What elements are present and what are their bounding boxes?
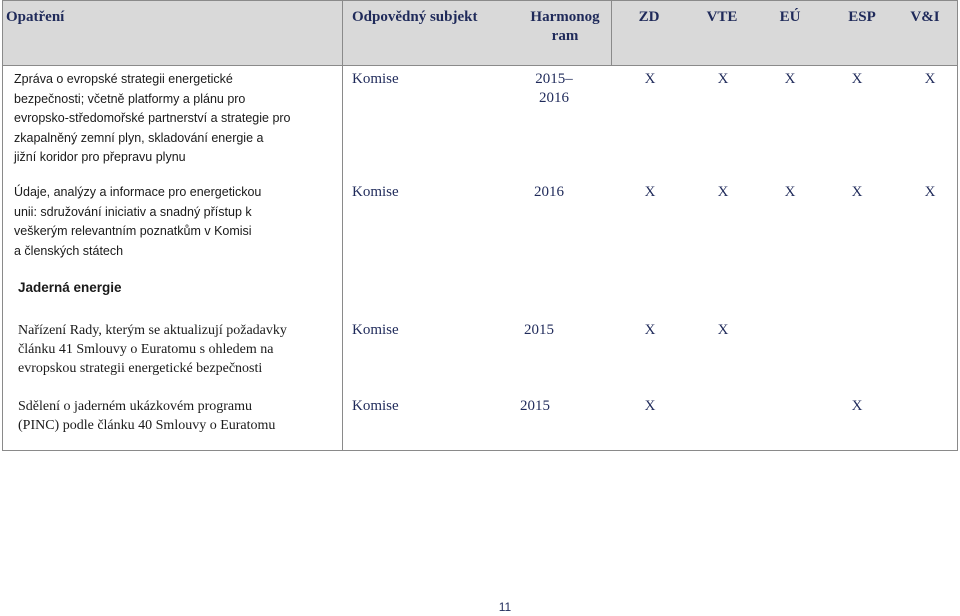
page-number: 11 [498,600,512,614]
row-1-vte-mark: X [717,71,729,87]
section-title-nuclear: Jaderná energie [18,280,122,295]
text-line: (PINC) podle článku 40 Smlouvy o Euratomu [18,418,276,433]
text-line: Údaje, analýzy a informace pro energetickou [14,185,262,199]
text-line: bezpečnosti; včetně platformy a plánu pro [14,91,246,106]
header-esp: ESP [848,9,876,25]
schedule-line: 2016 [539,90,569,106]
row-1-eu-mark: X [784,71,796,87]
row-2-vte-mark: X [717,184,729,200]
text-line: a členských státech [14,243,124,258]
text-line: Nařízení Rady, kterým se aktualizují požadavky [18,323,287,338]
row-2-schedule: 2016 [534,184,564,200]
row-2-eu-mark: X [784,184,796,200]
header-measure: Opatření [6,9,65,25]
header-vte: VTE [706,9,738,25]
row-1-zd-mark: X [644,71,656,87]
header-schedule-line1: Harmonog [530,9,600,25]
header-schedule [520,8,610,46]
row-1-responsible: Komise [352,71,399,87]
nuclear-row-2-responsible: Komise [352,398,399,414]
text-line: evropsko-středomořské partnerství a strategie pro [14,111,291,125]
nuclear-row-1-schedule: 2015 [524,322,554,338]
row-1-esp-mark: X [851,71,863,87]
nuclear-row-1-description [18,321,338,378]
text-line: článku 41 Smlouvy o Euratomu s ohledem na [18,342,274,357]
nuclear-row-1-zd-mark: X [644,322,656,338]
row-1-description [14,70,334,168]
nuclear-row-2-schedule: 2015 [520,398,550,414]
row-2-esp-mark: X [851,184,863,200]
row-1-vi-mark: X [924,71,936,87]
text-line: Zpráva o evropské strategii energetické [14,72,233,86]
text-line: jižní koridor pro přepravu plynu [14,150,186,164]
column-divider [611,0,612,66]
text-line: evropskou strategii energetické bezpečnosti [18,361,263,376]
row-2-responsible: Komise [352,184,399,200]
row-1-schedule [534,70,574,108]
text-line: Sdělení o jaderném ukázkovém programu [18,399,253,414]
nuclear-row-1-responsible: Komise [352,322,399,338]
column-divider [342,274,343,275]
schedule-line: 2015– [535,71,573,87]
text-line: zkapalněný zemní plyn, skladování energie a [14,130,264,145]
row-2-description [14,183,334,261]
header-vi: V&I [910,9,940,25]
text-line: unii: sdružování iniciativ a snadný přístup k [14,204,252,219]
nuclear-row-2-description [18,397,338,435]
nuclear-row-1-vte-mark: X [717,322,729,338]
header-responsible: Odpovědný subjekt [352,9,478,25]
header-eu: EÚ [779,9,801,25]
text-line: veškerým relevantním poznatkům v Komisi [14,224,252,238]
row-2-vi-mark: X [924,184,936,200]
nuclear-row-2-esp-mark: X [851,398,863,414]
nuclear-row-2-zd-mark: X [644,398,656,414]
column-divider [342,0,343,451]
row-2-zd-mark: X [644,184,656,200]
header-schedule-line2: ram [551,28,579,44]
header-zd: ZD [638,9,660,25]
